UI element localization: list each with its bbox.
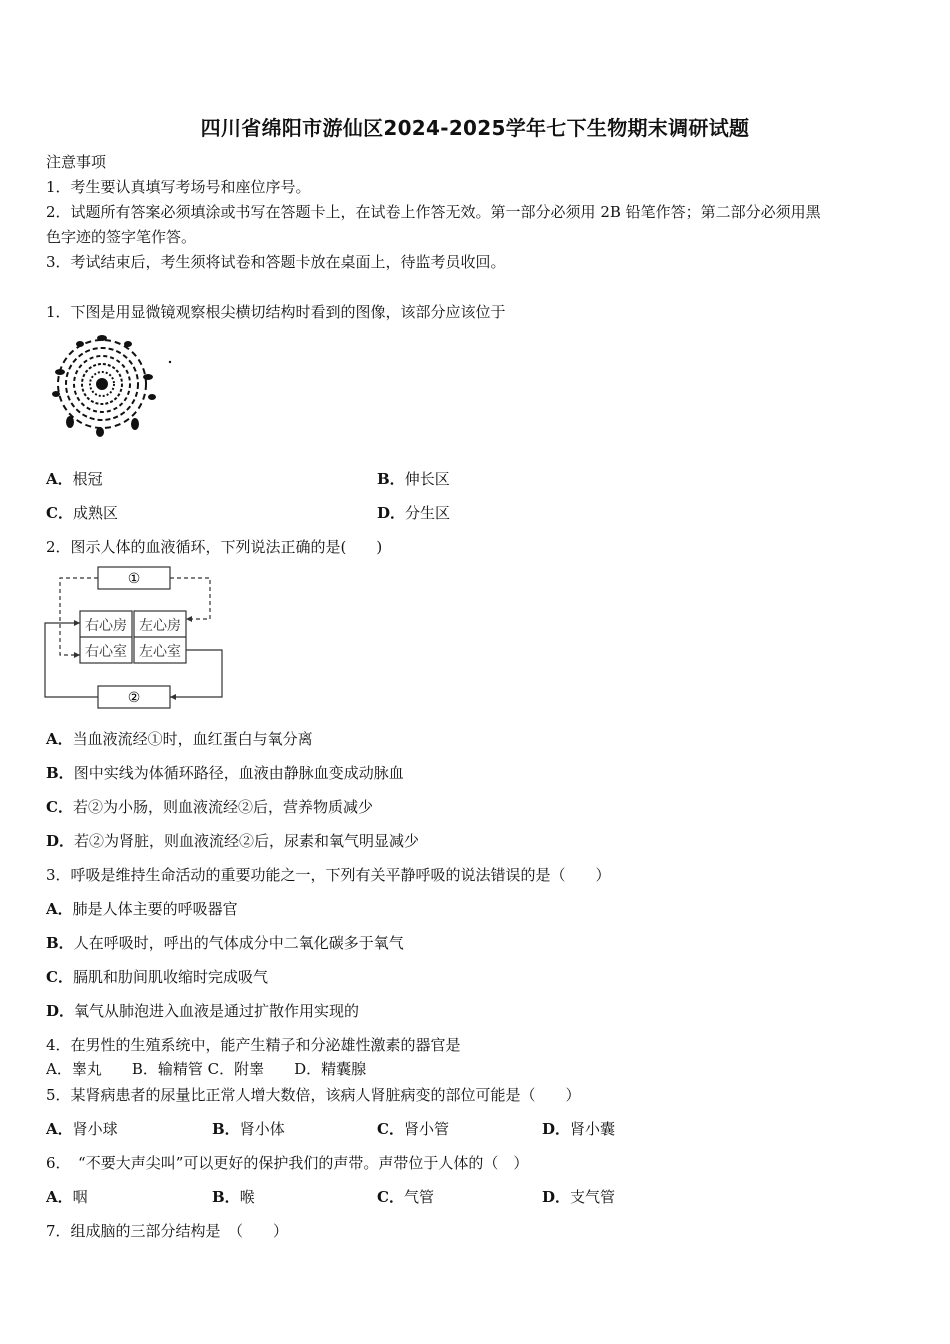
q1-option-d[interactable] — [377, 503, 450, 523]
notice-item: 色字迹的签字笔作答。 — [46, 228, 197, 246]
option-letter: B． — [46, 934, 74, 952]
option-letter: D． — [377, 504, 406, 522]
diagram-box-2-label: ② — [127, 690, 141, 706]
q4-options[interactable]: A．睾丸 B．输精管 C．附睾 D．精囊腺 — [46, 1060, 367, 1078]
notice-item: 1．考生要认真填写考场号和座位序号。 — [46, 178, 311, 196]
option-text: 人在呼吸时，呼出的气体成分中二氧化碳多于氧气 — [73, 934, 404, 952]
option-text: 分生区 — [405, 504, 451, 522]
option-letter: A． — [46, 900, 73, 918]
blood-circulation-diagram — [40, 563, 230, 713]
option-letter: C． — [377, 1188, 404, 1206]
notice-heading: 注意事项 — [46, 153, 107, 171]
option-text: 若②为小肠，则血液流经②后，营养物质减少 — [72, 798, 373, 816]
option-letter: C． — [46, 504, 73, 522]
question-1-stem: 1．下图是用显微镜观察根尖横切结构时看到的图像，该部分应该位于 — [46, 303, 506, 321]
option-letter: B． — [212, 1188, 240, 1206]
option-text: 支气管 — [570, 1188, 616, 1206]
question-6-stem: 6． “不要大声尖叫”可以更好的保护我们的声带。声带位于人体的（ ） — [46, 1154, 529, 1172]
q6-option-b[interactable] — [212, 1187, 255, 1207]
option-letter: A． — [46, 470, 73, 488]
diagram-box-1-label: ① — [127, 571, 141, 587]
option-letter: C． — [377, 1120, 404, 1138]
option-text: 咽 — [72, 1188, 88, 1206]
q6-option-a[interactable] — [46, 1187, 88, 1207]
q3-option-d[interactable] — [46, 1001, 359, 1021]
option-text: 当血液流经①时，血红蛋白与氧分离 — [72, 730, 313, 748]
notice-item: 3．考试结束后，考生须将试卷和答题卡放在桌面上，待监考员收回。 — [46, 253, 506, 271]
q1-option-b[interactable] — [377, 469, 450, 489]
option-letter: C． — [46, 798, 73, 816]
option-text: 膈肌和肋间肌收缩时完成吸气 — [72, 968, 268, 986]
q5-option-a[interactable] — [46, 1119, 118, 1139]
q2-option-b[interactable] — [46, 763, 404, 783]
option-text: 喉 — [239, 1188, 255, 1206]
q2-option-c[interactable] — [46, 797, 373, 817]
q2-option-a[interactable] — [46, 729, 313, 749]
q3-option-c[interactable] — [46, 967, 268, 987]
option-letter: B． — [377, 470, 405, 488]
right-ventricle-label: 右心室 — [85, 644, 127, 660]
option-letter: D． — [46, 832, 75, 850]
q6-option-d[interactable] — [542, 1187, 615, 1207]
question-2-stem: 2．图示人体的血液循环，下列说法正确的是( ) — [46, 538, 383, 556]
option-text: 肾小囊 — [570, 1120, 616, 1138]
question-4-stem: 4．在男性的生殖系统中，能产生精子和分泌雄性激素的器官是 — [46, 1036, 461, 1054]
option-letter: D． — [542, 1120, 571, 1138]
option-letter: A． — [46, 1188, 73, 1206]
option-text: 肺是人体主要的呼吸器官 — [72, 900, 238, 918]
q5-option-d[interactable] — [542, 1119, 615, 1139]
option-letter: B． — [212, 1120, 240, 1138]
question-7-stem: 7．组成脑的三部分结构是 （ ） — [46, 1222, 289, 1240]
option-letter: A． — [46, 730, 73, 748]
option-text: 肾小体 — [239, 1120, 285, 1138]
option-text: 肾小球 — [72, 1120, 118, 1138]
left-ventricle-label: 左心室 — [139, 644, 181, 660]
q3-option-a[interactable] — [46, 899, 238, 919]
left-atrium-label: 左心房 — [139, 618, 181, 634]
q5-option-b[interactable] — [212, 1119, 285, 1139]
option-text: 成熟区 — [72, 504, 118, 522]
q5-option-c[interactable] — [377, 1119, 449, 1139]
option-text: 肾小管 — [403, 1120, 449, 1138]
q2-option-d[interactable] — [46, 831, 419, 851]
option-text: 气管 — [403, 1188, 434, 1206]
option-letter: C． — [46, 968, 73, 986]
q1-option-c[interactable] — [46, 503, 118, 523]
page-title: 四川省绵阳市游仙区2024-2025学年七下生物期末调研试题 — [200, 116, 750, 140]
option-text: 若②为肾脏，则血液流经②后，尿素和氧气明显减少 — [74, 832, 420, 850]
option-letter: A． — [46, 1120, 73, 1138]
question-5-stem: 5．某肾病患者的尿量比正常人增大数倍，该病人肾脏病变的部位可能是（ ） — [46, 1086, 581, 1104]
option-text: 根冠 — [72, 470, 103, 488]
root-cross-section-figure — [50, 332, 180, 442]
option-text: 伸长区 — [404, 470, 450, 488]
option-letter: B． — [46, 764, 74, 782]
right-atrium-label: 右心房 — [85, 618, 127, 634]
q3-option-b[interactable] — [46, 933, 404, 953]
option-letter: D． — [46, 1002, 75, 1020]
q6-option-c[interactable] — [377, 1187, 434, 1207]
option-letter: D． — [542, 1188, 571, 1206]
notice-item: 2．试题所有答案必须填涂或书写在答题卡上，在试卷上作答无效。第一部分必须用 2B 铅笔作答；第二部分必须用黑 — [46, 203, 821, 221]
option-text: 图中实线为体循环路径，血液由静脉血变成动脉血 — [73, 764, 404, 782]
question-3-stem: 3．呼吸是维持生命活动的重要功能之一，下列有关平静呼吸的说法错误的是（ ） — [46, 866, 611, 884]
q1-option-a[interactable] — [46, 469, 103, 489]
option-text: 氧气从肺泡进入血液是通过扩散作用实现的 — [74, 1002, 360, 1020]
